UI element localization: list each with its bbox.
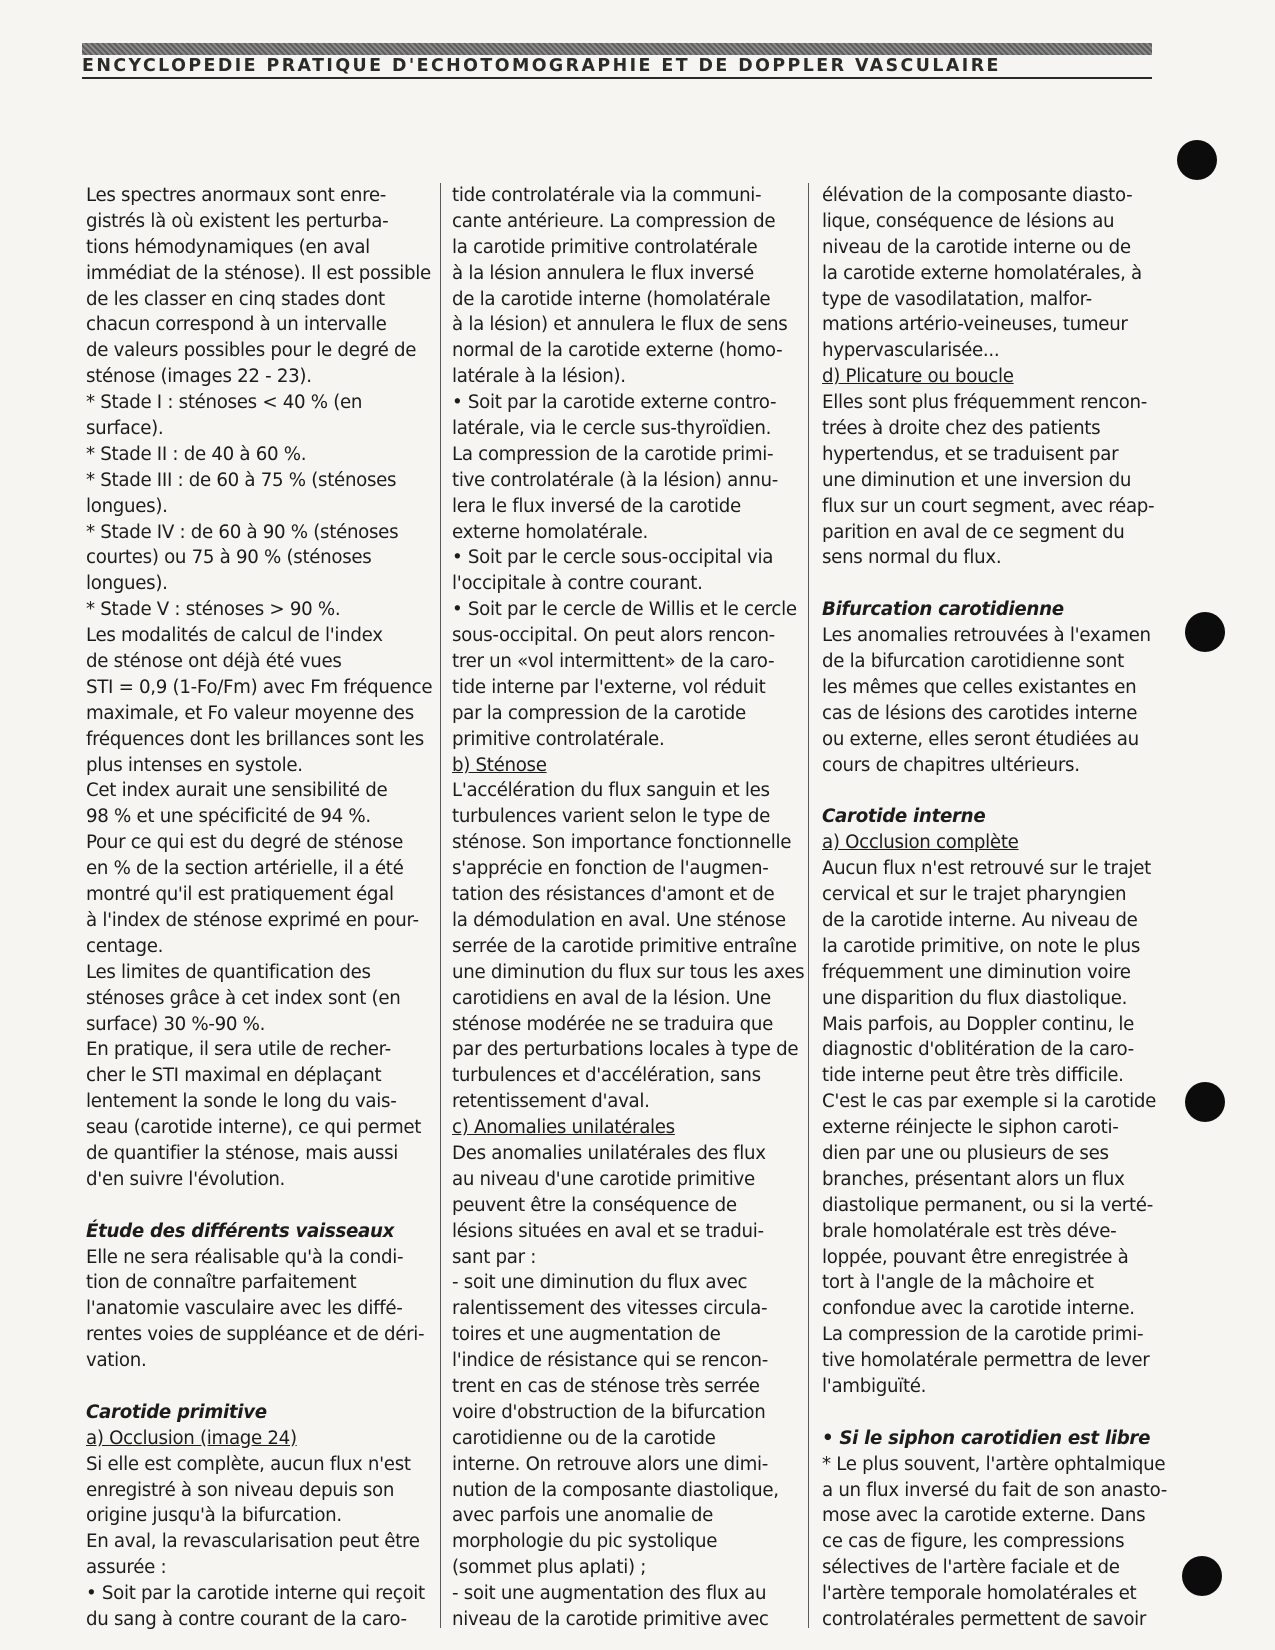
text-line: de valeurs possibles pour le degré de [86, 340, 417, 362]
text-line: élévation de la composante diasto- [822, 185, 1133, 206]
text-line: type de vasodilatation, malfor- [822, 288, 1092, 310]
text-line: niveau de la carotide primitive avec [452, 1608, 769, 1630]
text-line: la carotide primitive, on note le plus [822, 935, 1140, 957]
text-column-1 [86, 183, 431, 1633]
text-line: cas de lésions des carotides interne [822, 702, 1138, 724]
text-line: d'en suivre l'évolution. [86, 1168, 286, 1190]
paragraph-gap [86, 1374, 431, 1400]
text-line: • Soit par le cercle sous-occipital via [452, 547, 774, 569]
text-line: chacun correspond à un intervalle [86, 314, 387, 336]
text-line: controlatérales permettent de savoir [822, 1608, 1147, 1630]
text-line: En aval, la revascularisation peut être [86, 1531, 420, 1553]
text-line: confondue avec la carotide interne. [822, 1298, 1135, 1320]
binder-hole-1 [1177, 140, 1217, 180]
text-line: sténoses grâce à cet index sont (en [86, 987, 401, 1009]
text-line: cervical et sur le trajet pharyngien [822, 884, 1127, 906]
text-line: longues). [86, 573, 168, 595]
text-line: loppée, pouvant être enregistrée à [822, 1246, 1129, 1268]
text-line: seau (carotide interne), ce qui permet [86, 1117, 422, 1139]
text-line: - soit une augmentation des flux au [452, 1583, 767, 1605]
text-line: l'artère temporale homolatérales et [822, 1583, 1137, 1605]
binder-hole-3 [1185, 1082, 1225, 1122]
paragraph-gap [86, 1193, 431, 1219]
text-line: trées à droite chez des patients [822, 418, 1101, 440]
text-column-3 [822, 183, 1167, 1633]
text-line: - soit une diminution du flux avec [452, 1272, 748, 1294]
text-line: plus intenses en systole. [86, 754, 303, 776]
text-line: ralentissement des vitesses circula- [452, 1298, 768, 1320]
text-line: une diminution du flux sur tous les axes [452, 961, 805, 983]
text-line: * Stade I : sténoses < 40 % (en [86, 392, 363, 414]
text-line: de la bifurcation carotidienne sont [822, 651, 1124, 673]
text-line: à l'index de sténose exprimé en pour- [86, 909, 419, 931]
text-line: sténose modérée ne se traduira que [452, 1013, 774, 1035]
section-heading: Carotide interne [822, 806, 986, 828]
paragraph-gap [822, 1400, 1167, 1426]
binder-hole-2 [1185, 612, 1225, 652]
text-line: nution de la composante diastolique, [452, 1479, 779, 1501]
text-line: de les classer en cinq stades dont [86, 288, 385, 310]
text-line: latérale, via le cercle sus-thyroïdien. [452, 418, 772, 440]
text-line: l'anatomie vasculaire avec les diffé- [86, 1298, 403, 1320]
text-line: lique, conséquence de lésions au [822, 210, 1115, 232]
text-line: En pratique, il sera utile de recher- [86, 1039, 391, 1061]
text-line: courtes) ou 75 à 90 % (sténoses [86, 547, 372, 569]
text-line: * Le plus souvent, l'artère ophtalmique [822, 1453, 1166, 1475]
text-line: morphologie du pic systolique [452, 1531, 718, 1553]
text-line: primitive controlatérale. [452, 728, 665, 750]
text-line: de la carotide interne (homolatérale [452, 288, 771, 310]
text-line: cante antérieure. La compression de [452, 210, 776, 232]
text-line: vation. [86, 1350, 147, 1372]
text-line: s'apprécie en fonction de l'augmen- [452, 858, 769, 880]
paragraph-gap [822, 571, 1167, 597]
text-line: voire d'obstruction de la bifurcation [452, 1401, 766, 1423]
text-line: latérale à la lésion). [452, 366, 626, 388]
text-line: enregistré à son niveau depuis son [86, 1479, 395, 1501]
text-line: de la carotide interne. Au niveau de [822, 909, 1138, 931]
text-line: lera le flux inversé de la carotide [452, 495, 741, 517]
text-line: rentes voies de suppléance et de déri- [86, 1324, 425, 1346]
text-line: l'occipitale à contre courant. [452, 573, 703, 595]
text-line: origine jusqu'à la bifurcation. [86, 1505, 342, 1527]
text-line: sens normal du flux. [822, 547, 1002, 569]
binder-hole-4 [1182, 1556, 1222, 1596]
column-divider-1 [440, 183, 441, 1628]
text-line: tions hémodynamiques (en aval [86, 236, 370, 258]
text-line: à la lésion) et annulera le flux de sens [452, 314, 788, 336]
text-line: branches, présentant alors un flux [822, 1168, 1125, 1190]
text-line: sous-occipital. On peut alors rencon- [452, 625, 775, 647]
header-hatch-band [82, 43, 1152, 55]
text-line: diastolique permanent, ou si la verté- [822, 1194, 1153, 1216]
text-line: sténose (images 22 - 23). [86, 366, 312, 388]
text-line: (sommet plus aplati) ; [452, 1557, 647, 1579]
text-line: tive homolatérale permettra de lever [822, 1350, 1150, 1372]
text-line: montré qu'il est pratiquement égal [86, 884, 394, 906]
header-rule [82, 77, 1152, 79]
text-line: par la compression de la carotide [452, 702, 746, 724]
text-line: Aucun flux n'est retrouvé sur le trajet [822, 858, 1152, 880]
text-line: sant par : [452, 1246, 537, 1268]
text-line: lésions situées en aval et se tradui- [452, 1220, 764, 1242]
text-line: fréquences dont les brillances sont les [86, 728, 424, 750]
text-line: une disparition du flux diastolique. [822, 987, 1128, 1009]
subsection-heading: a) Occlusion complète [822, 832, 1019, 854]
text-line: Pour ce qui est du degré de sténose [86, 832, 403, 854]
text-line: cours de chapitres ultérieurs. [822, 754, 1080, 776]
text-line: sélectives de l'artère faciale et de [822, 1557, 1120, 1579]
text-line: tort à l'angle de la mâchoire et [822, 1272, 1094, 1294]
text-line: assurée : [86, 1557, 167, 1579]
text-line: * Stade IV : de 60 à 90 % (sténoses [86, 521, 399, 543]
text-line: carotidienne ou de la carotide [452, 1427, 716, 1449]
text-line: longues). [86, 495, 168, 517]
text-line: hypertendus, et se traduisent par [822, 443, 1119, 465]
text-line: de sténose ont déjà été vues [86, 651, 342, 673]
text-line: cher le STI maximal en déplaçant [86, 1065, 382, 1087]
subsection-heading: b) Sténose [452, 754, 547, 776]
text-line: la carotide externe homolatérales, à [822, 262, 1142, 284]
text-line: 98 % et une spécificité de 94 %. [86, 806, 371, 828]
text-line: trer un «vol intermittent» de la caro- [452, 651, 775, 673]
text-line: interne. On retrouve alors une dimi- [452, 1453, 769, 1475]
text-line: tide interne peut être très difficile. [822, 1065, 1124, 1087]
text-line: la carotide primitive controlatérale [452, 236, 758, 258]
text-line: trent en cas de sténose très serrée [452, 1375, 760, 1397]
text-line: • Soit par la carotide externe contro- [452, 392, 777, 414]
column-divider-2 [808, 183, 809, 1628]
text-line: tive controlatérale (à la lésion) annu- [452, 469, 778, 491]
text-line: parition en aval de ce segment du [822, 521, 1125, 543]
section-heading: Carotide primitive [86, 1401, 267, 1423]
subsection-heading: c) Anomalies unilatérales [452, 1117, 675, 1139]
text-line: par des perturbations locales à type de [452, 1039, 799, 1061]
text-line: • Soit par la carotide interne qui reçoit [86, 1583, 425, 1605]
text-column-2 [452, 183, 805, 1633]
section-heading: Étude des différents vaisseaux [86, 1220, 395, 1242]
text-line: de quantifier la sténose, mais aussi [86, 1142, 399, 1164]
text-line: normal de la carotide externe (homo- [452, 340, 783, 362]
text-line: Les spectres anormaux sont enre- [86, 185, 387, 206]
text-line: tide controlatérale via la communi- [452, 185, 762, 206]
text-line: l'ambiguïté. [822, 1375, 927, 1397]
text-line: maximale, et Fo valeur moyenne des [86, 702, 414, 724]
text-line: à la lésion annulera le flux inversé [452, 262, 754, 284]
section-heading: Bifurcation carotidienne [822, 599, 1064, 621]
text-line: fréquemment une diminution voire [822, 961, 1131, 983]
text-line: ou externe, elles seront étudiées au [822, 728, 1139, 750]
subsection-heading: d) Plicature ou boucle [822, 366, 1014, 388]
text-line: * Stade III : de 60 à 75 % (sténoses [86, 469, 397, 491]
text-line: mations artério-veineuses, tumeur [822, 314, 1128, 336]
text-line: La compression de la carotide primi- [452, 443, 774, 465]
text-line: Si elle est complète, aucun flux n'est [86, 1453, 411, 1475]
text-line: les mêmes que celles existantes en [822, 676, 1137, 698]
text-line: Les modalités de calcul de l'index [86, 625, 383, 647]
subsection-heading: a) Occlusion (image 24) [86, 1427, 297, 1449]
text-line: Mais parfois, au Doppler continu, le [822, 1013, 1135, 1035]
text-line: • Soit par le cercle de Willis et le cercle [452, 599, 797, 621]
section-heading: • Si le siphon carotidien est libre [822, 1427, 1151, 1449]
text-line: flux sur un court segment, avec réap- [822, 495, 1155, 517]
text-line: toires et une augmentation de [452, 1324, 721, 1346]
running-header-title: ENCYCLOPEDIE PRATIQUE D'ECHOTOMOGRAPHIE ET DE DOPPLER VASCULAIRE [82, 56, 1001, 76]
text-line: retentissement d'aval. [452, 1091, 650, 1113]
text-line: STI = 0,9 (1-Fo/Fm) avec Fm fréquence [86, 676, 433, 698]
text-line: surface) 30 %-90 %. [86, 1013, 266, 1035]
text-line: au niveau d'une carotide primitive [452, 1168, 755, 1190]
text-line: centage. [86, 935, 164, 957]
text-line: ce cas de figure, les compressions [822, 1531, 1125, 1553]
paragraph-gap [822, 778, 1167, 804]
text-line: avec parfois une anomalie de [452, 1505, 713, 1527]
text-line: une diminution et une inversion du [822, 469, 1132, 491]
text-line: Elle ne sera réalisable qu'à la condi- [86, 1246, 404, 1268]
text-line: l'indice de résistance qui se rencon- [452, 1350, 769, 1372]
text-line: surface). [86, 418, 164, 440]
text-line: hypervascularisée... [822, 340, 1000, 362]
text-line: tide interne par l'externe, vol réduit [452, 676, 766, 698]
text-line: niveau de la carotide interne ou de [822, 236, 1131, 258]
text-line: turbulences varient selon le type de [452, 806, 771, 828]
text-line: tion de connaître parfaitement [86, 1272, 357, 1294]
text-line: * Stade II : de 40 à 60 %. [86, 443, 307, 465]
text-line: * Stade V : sténoses > 90 %. [86, 599, 341, 621]
text-line: Des anomalies unilatérales des flux [452, 1142, 766, 1164]
text-line: gistrés là où existent les perturba- [86, 210, 389, 232]
text-line: Cet index aurait une sensibilité de [86, 780, 388, 802]
text-line: carotidiens en aval de la lésion. Une [452, 987, 771, 1009]
text-line: externe réinjecte le siphon caroti- [822, 1117, 1119, 1139]
text-line: Elles sont plus fréquemment rencon- [822, 392, 1147, 414]
text-line: a un flux inversé du fait de son anasto- [822, 1479, 1167, 1501]
text-line: dien par une ou plusieurs de ses [822, 1142, 1109, 1164]
text-line: lentement la sonde le long du vais- [86, 1091, 397, 1113]
text-line: sténose. Son importance fonctionnelle [452, 832, 792, 854]
text-line: la démodulation en aval. Une sténose [452, 909, 786, 931]
text-line: C'est le cas par exemple si la carotide [822, 1091, 1157, 1113]
text-line: Les anomalies retrouvées à l'examen [822, 625, 1151, 647]
text-line: externe homolatérale. [452, 521, 648, 543]
text-line: du sang à contre courant de la caro- [86, 1608, 407, 1630]
text-line: L'accélération du flux sanguin et les [452, 780, 770, 802]
text-line: en % de la section artérielle, il a été [86, 858, 404, 880]
text-line: immédiat de la sténose). Il est possible [86, 262, 431, 284]
text-line: Les limites de quantification des [86, 961, 371, 983]
text-line: peuvent être la conséquence de [452, 1194, 737, 1216]
text-line: mose avec la carotide externe. Dans [822, 1505, 1146, 1527]
text-line: La compression de la carotide primi- [822, 1324, 1144, 1346]
text-line: tation des résistances d'amont et de [452, 884, 775, 906]
text-line: brale homolatérale est très déve- [822, 1220, 1117, 1242]
text-line: turbulences et d'accélération, sans [452, 1065, 761, 1087]
text-line: serrée de la carotide primitive entraîne [452, 935, 797, 957]
text-line: diagnostic d'oblitération de la caro- [822, 1039, 1134, 1061]
